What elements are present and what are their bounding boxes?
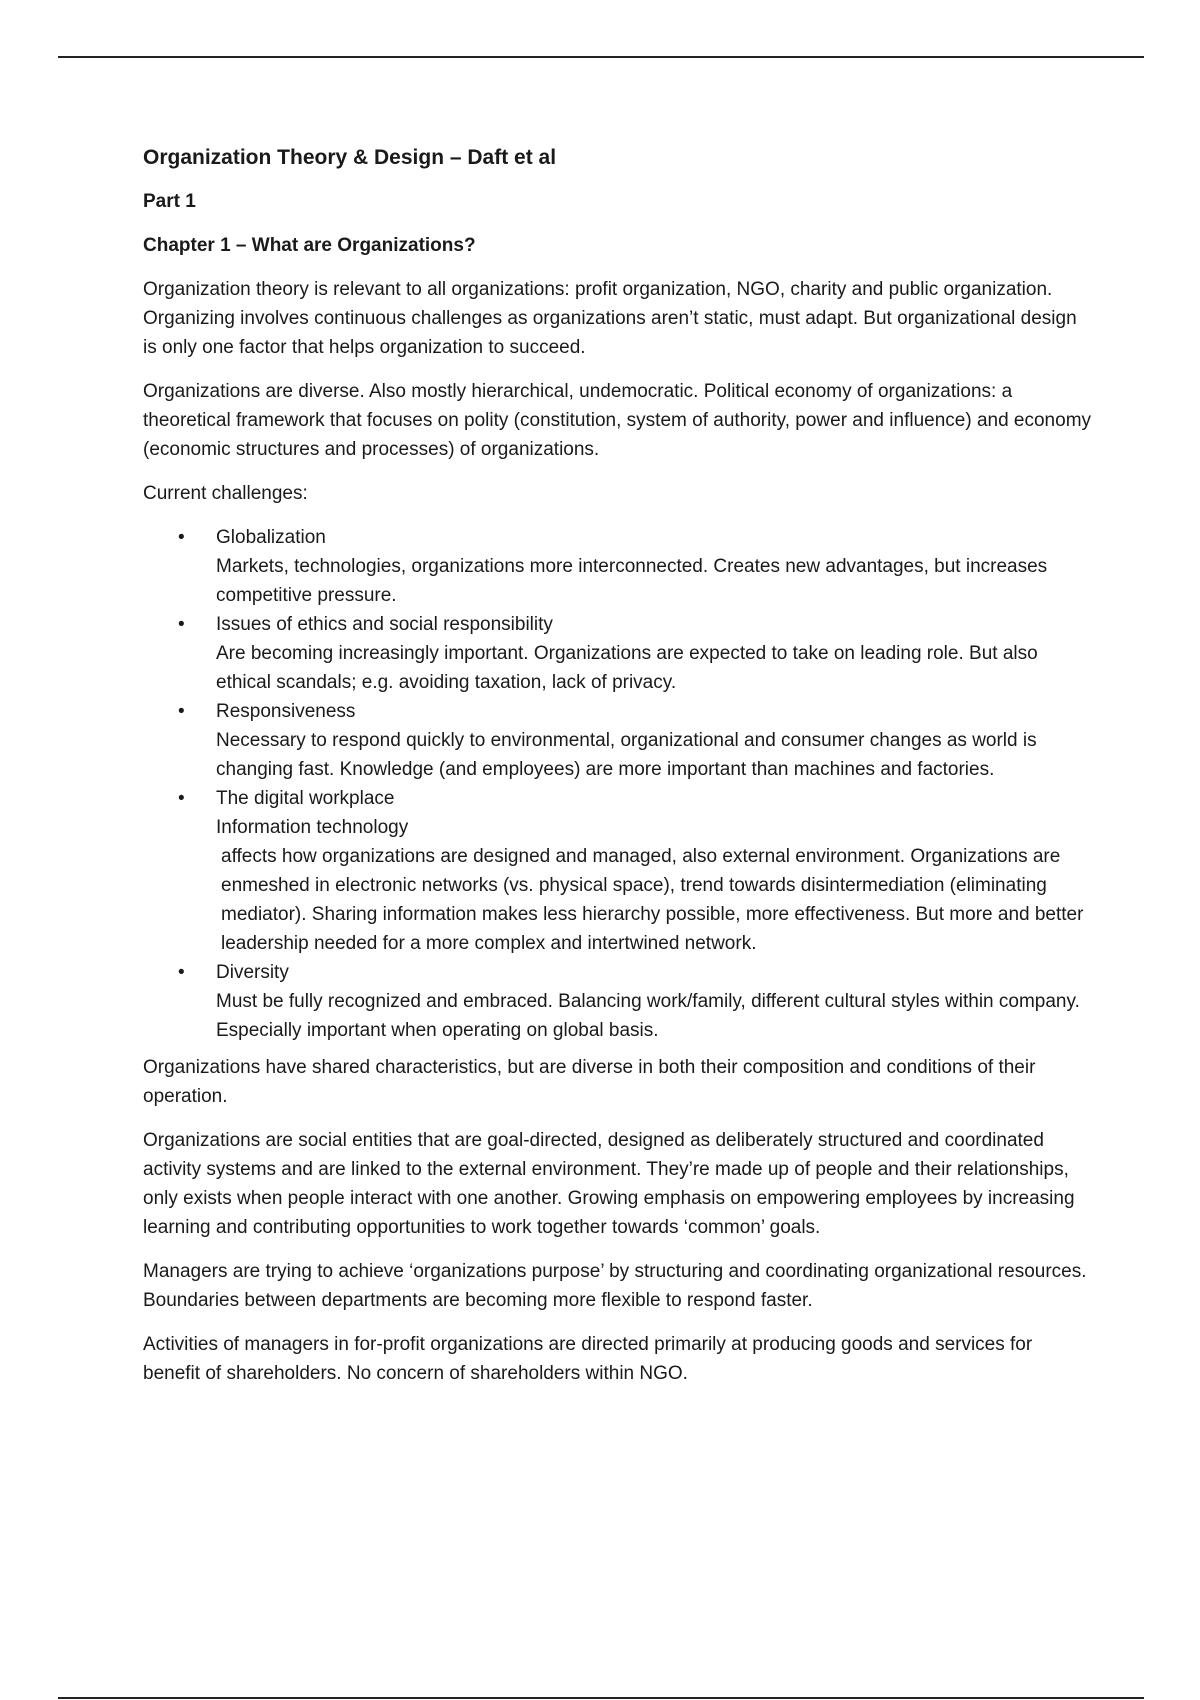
intro-paragraph-2: Organizations are diverse. Also mostly hierarchical, undemocratic. Political economy of organizations: a theoretical framework that focuses on polity (constitution, system of authority, power and influence) and economy (economic structures and processes) of organizations. bbox=[143, 381, 1092, 460]
closing-paragraph-2: Organizations are social entities that are goal-directed, designed as deliberately structured and coordinated activity systems and are linked to the external environment. They’re made up of people and their relationships, only exists when people interact with one another. Growing emphasis on empowering employees by increasing learning and contributing opportunities to work together towards ‘common’ goals. bbox=[143, 1130, 1075, 1238]
challenges-list bbox=[143, 523, 1093, 1045]
list-item bbox=[143, 958, 1093, 1045]
list-item bbox=[143, 697, 1093, 784]
challenge-description: Must be fully recognized and embraced. Balancing work/family, different cultural styles within company. Especially important when operating on global basis. bbox=[216, 991, 1080, 1041]
closing-paragraph-4: Activities of managers in for-profit organizations are directed primarily at producing goods and services for benefit of shareholders. No concern of shareholders within NGO. bbox=[143, 1334, 1033, 1384]
document-title: Organization Theory & Design – Daft et al bbox=[143, 146, 557, 169]
closing-paragraph-3: Managers are trying to achieve ‘organizations purpose’ by structuring and coordinating organizational resources. Boundaries between departments are becoming more flexible to respond faster. bbox=[143, 1261, 1087, 1311]
challenge-heading: Globalization bbox=[216, 527, 326, 548]
intro-paragraph-1: Organization theory is relevant to all organizations: profit organization, NGO, charity and public organization. Organizing involves continuous challenges as organizations aren’t static, must adapt. But organizational design is only one factor that helps organization to succeed. bbox=[143, 279, 1077, 358]
list-item bbox=[143, 523, 1093, 610]
bullet-icon: • bbox=[178, 527, 185, 548]
challenge-description: Are becoming increasingly important. Organizations are expected to take on leading role. But also ethical scandals; e.g. avoiding taxation, lack of privacy. bbox=[216, 643, 1038, 693]
challenge-description: Necessary to respond quickly to environmental, organizational and consumer changes as world is changing fast. Knowledge (and employees) are more important than machines and factories. bbox=[216, 730, 1037, 780]
challenge-heading: Responsiveness bbox=[216, 701, 356, 722]
list-item bbox=[143, 784, 1093, 958]
challenge-subheading: Information technology bbox=[216, 817, 409, 838]
document-page bbox=[143, 143, 1093, 1403]
challenge-heading: The digital workplace bbox=[216, 788, 395, 809]
challenge-description: affects how organizations are designed and managed, also external environment. Organizations are enmeshed in electronic networks (vs. physical space), trend towards disintermediation (eliminating mediator). Sharing information makes less hierarchy possible, more effectiveness. But more and better leadership needed for a more complex and intertwined network. bbox=[221, 846, 1084, 954]
list-item bbox=[143, 610, 1093, 697]
challenge-heading: Issues of ethics and social responsibility bbox=[216, 614, 553, 635]
bullet-icon: • bbox=[178, 962, 185, 983]
closing-paragraph-1: Organizations have shared characteristics, but are diverse in both their composition and conditions of their operation. bbox=[143, 1057, 1036, 1107]
part-heading: Part 1 bbox=[143, 191, 196, 212]
bottom-rule bbox=[58, 1697, 1144, 1699]
bullet-icon: • bbox=[178, 701, 185, 722]
challenges-label: Current challenges: bbox=[143, 483, 308, 504]
challenge-heading: Diversity bbox=[216, 962, 289, 983]
bullet-icon: • bbox=[178, 788, 185, 809]
top-rule bbox=[58, 56, 1144, 58]
challenge-description: Markets, technologies, organizations more interconnected. Creates new advantages, but increases competitive pressure. bbox=[216, 556, 1048, 606]
chapter-heading: Chapter 1 – What are Organizations? bbox=[143, 235, 476, 256]
bullet-icon: • bbox=[178, 614, 185, 635]
